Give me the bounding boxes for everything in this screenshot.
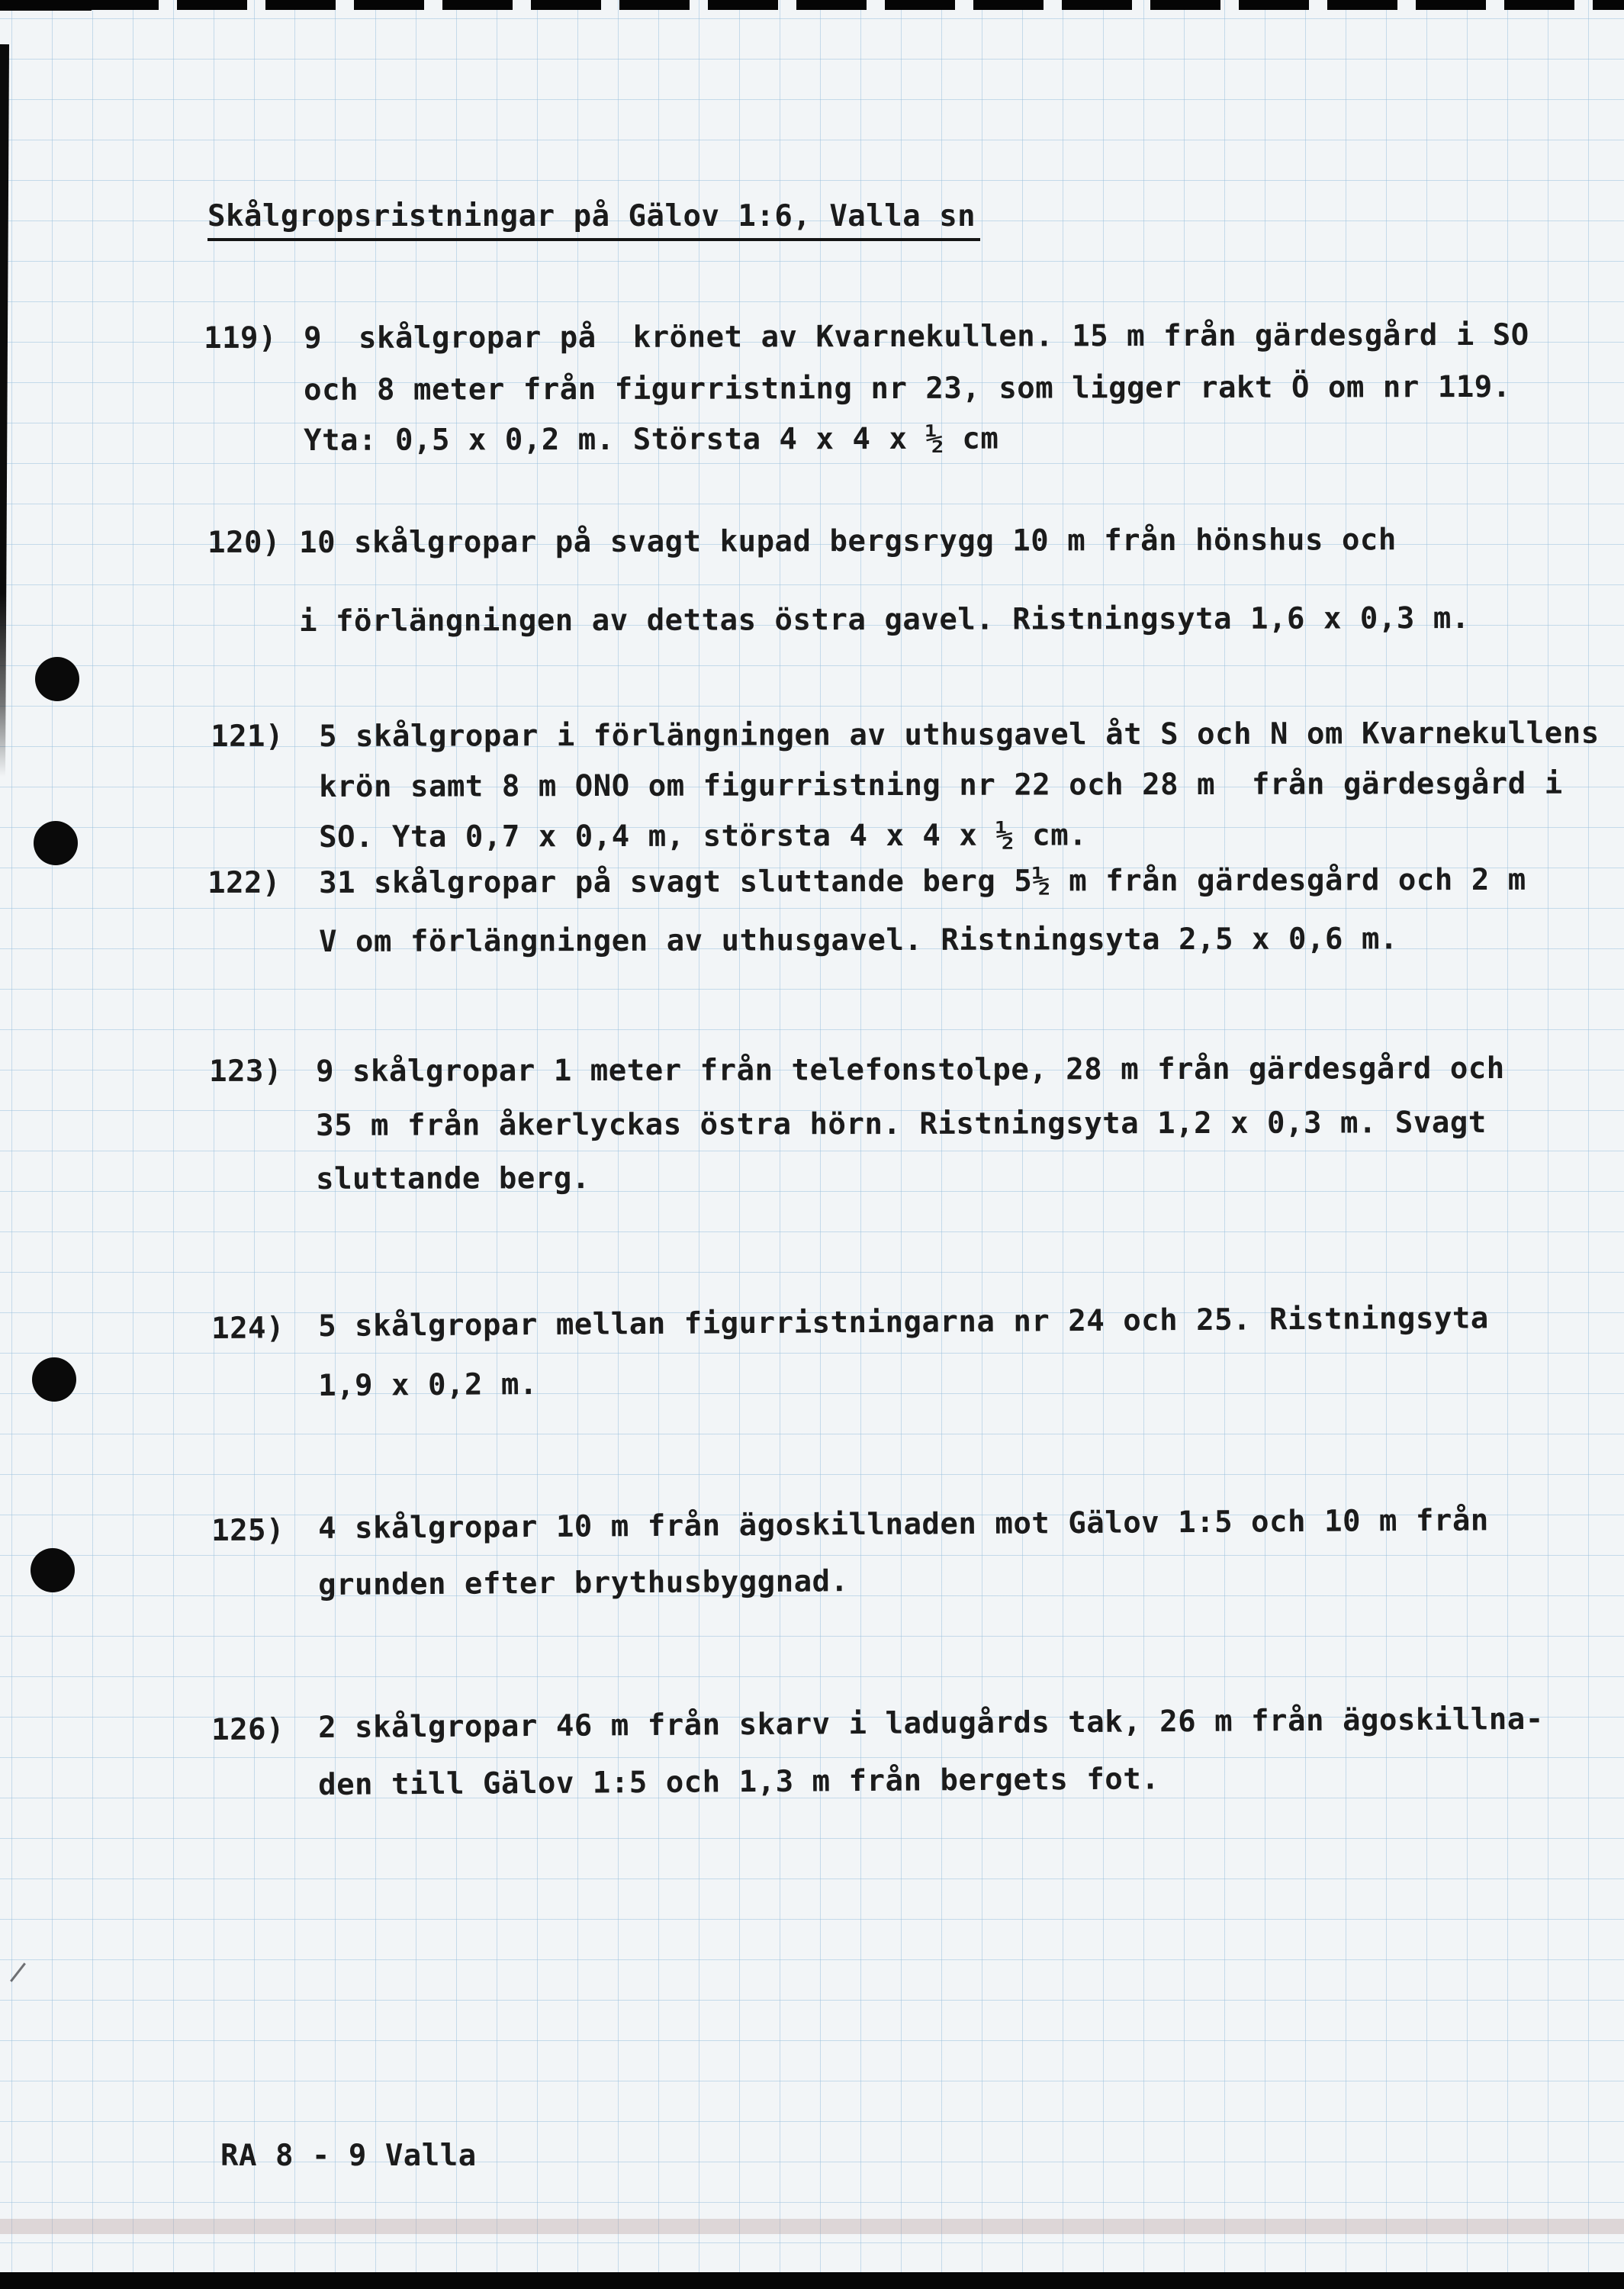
entry-number: 122) (207, 865, 281, 900)
page-title: Skålgropsristningar på Gälov 1:6, Valla sn (207, 201, 980, 241)
entry-line: grunden efter brythusbyggnad. (317, 1564, 849, 1602)
entry-line: 31 skålgropar på svagt sluttande berg 5½ m från gärdesgård och 2 m (318, 862, 1526, 900)
pen-mark (10, 1962, 26, 1982)
entry-number: 125) (211, 1513, 285, 1548)
entry-line: 10 skålgropar på svagt kupad bergsrygg 10 m från hönshus och (298, 523, 1397, 560)
entry-line: 35 m från åkerlyckas östra hörn. Ristningsyta 1,2 x 0,3 m. Svagt (315, 1105, 1487, 1143)
punch-hole (31, 1548, 75, 1592)
entry-line: Yta: 0,5 x 0,2 m. Största 4 x 4 x ½ cm (303, 421, 999, 458)
entry-line: 5 skålgropar i förlängningen av uthusgavel åt S och N om Kvarnekullens (318, 716, 1600, 754)
entry-line: 5 skålgropar mellan figurristningarna nr 24 och 25. Ristningsyta (317, 1301, 1489, 1344)
entry-number: 123) (208, 1054, 283, 1089)
entry-number: 120) (207, 525, 281, 560)
entry-line: krön samt 8 m ONO om figurristning nr 22 och 28 m från gärdesgård i (318, 766, 1563, 804)
punch-hole (34, 821, 78, 865)
entry-number: 121) (210, 719, 285, 754)
entry-line: 4 skålgropar 10 m från ägoskillnaden mot Gälov 1:5 och 10 m från (317, 1503, 1489, 1546)
entry-number: 126) (211, 1712, 285, 1747)
scan-top-left-corner (0, 0, 92, 11)
scan-bottom-edge (0, 2272, 1624, 2289)
page-footer: RA 8 - 9 Valla (220, 2139, 477, 2173)
entry-number: 124) (211, 1311, 285, 1346)
punch-hole (35, 657, 79, 701)
scan-top-edge (0, 0, 1624, 10)
entry-line: och 8 meter från figurristning nr 23, som ligger rakt Ö om nr 119. (303, 369, 1511, 407)
scan-left-edge (0, 44, 9, 777)
entry-line: 9 skålgropar på krönet av Kvarnekullen. 15 m från gärdesgård i SO (303, 317, 1529, 356)
entry-line: 1,9 x 0,2 m. (317, 1367, 539, 1403)
punch-hole (32, 1357, 76, 1402)
entry-line: sluttande berg. (315, 1161, 590, 1196)
entry-line: i förlängningen av dettas östra gavel. Ristningsyta 1,6 x 0,3 m. (298, 600, 1470, 639)
entry-number: 119) (203, 320, 278, 356)
entry-line: SO. Yta 0,7 x 0,4 m, största 4 x 4 x ½ cm. (318, 818, 1088, 855)
entry-line: 9 skålgropar 1 meter från telefonstolpe, 28 m från gärdesgård och (315, 1051, 1505, 1089)
entry-line: 2 skålgropar 46 m från skarv i ladugårds tak, 26 m från ägoskillna- (317, 1701, 1544, 1745)
entry-line: den till Gälov 1:5 och 1,3 m från bergets fot. (317, 1762, 1160, 1802)
scan-bottom-band (0, 2219, 1624, 2234)
entry-line: V om förlängningen av uthusgavel. Ristningsyta 2,5 x 0,6 m. (318, 922, 1398, 959)
